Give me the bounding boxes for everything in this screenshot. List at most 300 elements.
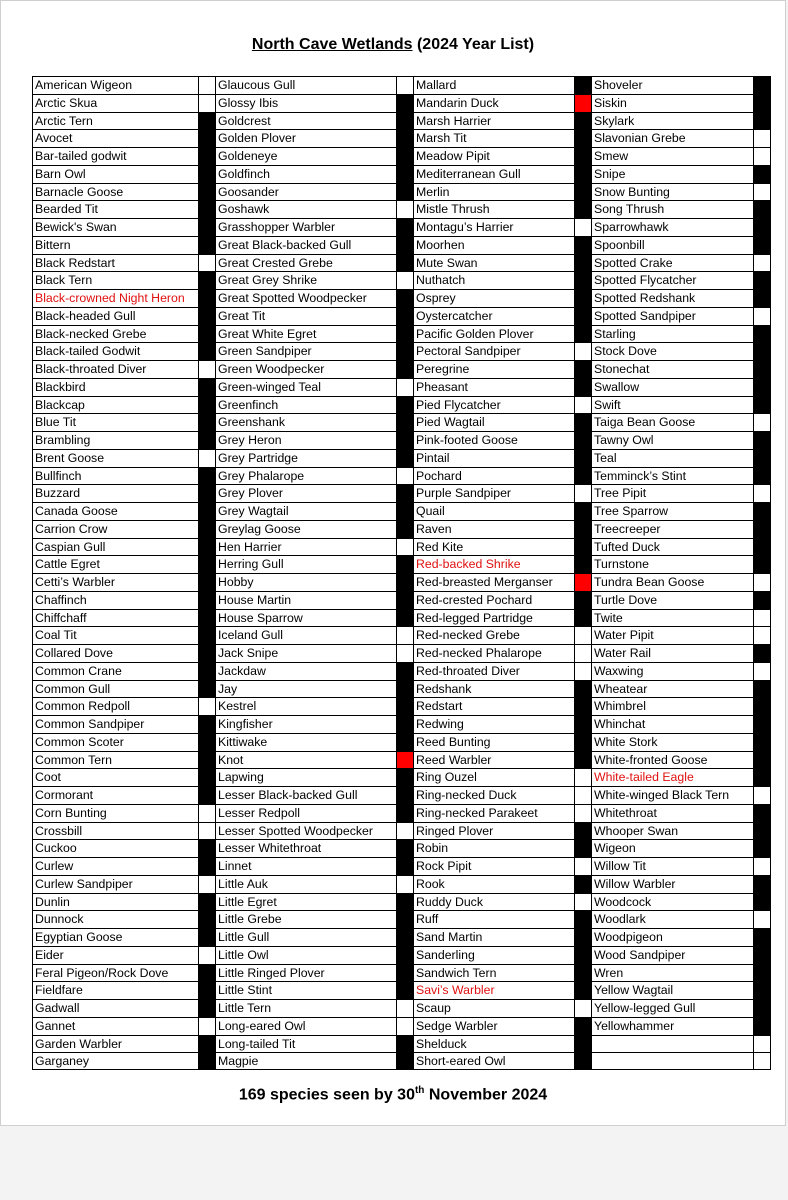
table-row xyxy=(216,413,413,431)
table-row xyxy=(216,644,413,662)
table-row xyxy=(592,538,770,556)
table-row xyxy=(33,254,215,272)
seen-marker xyxy=(753,592,770,609)
seen-marker xyxy=(574,184,591,201)
seen-marker xyxy=(574,1036,591,1053)
seen-marker xyxy=(198,645,215,662)
species-name: Lesser Redpoll xyxy=(218,805,301,820)
seen-marker xyxy=(574,290,591,307)
table-row xyxy=(33,875,215,893)
table-row xyxy=(414,910,591,928)
species-name: Tufted Duck xyxy=(594,539,660,554)
table-row xyxy=(414,786,591,804)
table-row xyxy=(33,183,215,201)
species-count-footer xyxy=(1,1085,785,1104)
empty-marker xyxy=(574,894,591,911)
table-row xyxy=(592,502,770,520)
species-name: Great Spotted Woodpecker xyxy=(218,291,367,305)
empty-marker xyxy=(574,858,591,875)
seen-marker xyxy=(753,698,770,715)
table-row xyxy=(216,76,413,94)
table-row xyxy=(33,165,215,183)
seen-marker xyxy=(396,929,413,946)
species-name: Merlin xyxy=(416,184,450,199)
table-row xyxy=(33,857,215,875)
table-row xyxy=(33,325,215,343)
table-row xyxy=(592,1017,770,1035)
table-row xyxy=(414,981,591,999)
species-name: Snow Bunting xyxy=(594,184,670,199)
table-row xyxy=(216,857,413,875)
species-name: Pied Wagtail xyxy=(416,415,485,430)
species-name: Turtle Dove xyxy=(594,592,658,607)
species-name: Lapwing xyxy=(218,770,264,785)
species-name: Grasshopper Warbler xyxy=(218,220,336,234)
table-row xyxy=(414,520,591,538)
seen-marker xyxy=(198,752,215,769)
table-row xyxy=(216,112,413,130)
seen-marker xyxy=(574,911,591,928)
table-row xyxy=(33,1052,215,1070)
table-row xyxy=(216,236,413,254)
seen-marker xyxy=(574,148,591,165)
empty-marker xyxy=(753,663,770,680)
table-row xyxy=(414,289,591,307)
seen-marker xyxy=(198,343,215,360)
table-row xyxy=(33,467,215,485)
empty-marker xyxy=(198,876,215,893)
species-name: Great White Egret xyxy=(218,326,317,341)
species-name: Reed Bunting xyxy=(416,734,491,749)
seen-marker xyxy=(396,787,413,804)
table-row xyxy=(414,502,591,520)
empty-marker xyxy=(198,361,215,378)
species-name: Red Kite xyxy=(416,539,464,554)
table-row xyxy=(414,768,591,786)
table-row xyxy=(216,289,413,307)
table-row xyxy=(216,129,413,147)
seen-marker xyxy=(574,1018,591,1035)
species-name: Taiga Bean Goose xyxy=(594,415,696,430)
species-name: Ruff xyxy=(416,912,439,927)
empty-marker xyxy=(753,414,770,431)
table-row xyxy=(216,662,413,680)
empty-marker xyxy=(574,769,591,786)
species-name: Grey Heron xyxy=(218,433,282,447)
table-row xyxy=(414,626,591,644)
species-name: Garden Warbler xyxy=(35,1036,123,1051)
species-name: Caspian Gull xyxy=(35,539,106,554)
table-row xyxy=(33,200,215,218)
table-row xyxy=(592,946,770,964)
species-name: Mistle Thrush xyxy=(416,202,490,217)
species-name: Common Tern xyxy=(35,752,112,767)
species-name: House Sparrow xyxy=(218,610,303,625)
table-row xyxy=(414,360,591,378)
seen-marker xyxy=(396,397,413,414)
table-row xyxy=(592,129,770,147)
species-name: Moorhen xyxy=(416,237,465,252)
table-row xyxy=(414,680,591,698)
seen-marker xyxy=(396,716,413,733)
seen-marker xyxy=(753,503,770,520)
table-row xyxy=(33,555,215,573)
seen-marker xyxy=(396,219,413,236)
seen-marker xyxy=(574,752,591,769)
seen-marker xyxy=(396,326,413,343)
table-row xyxy=(592,751,770,769)
seen-marker xyxy=(574,521,591,538)
empty-marker xyxy=(574,645,591,662)
empty-marker xyxy=(396,645,413,662)
species-name: Ringed Plover xyxy=(416,823,494,838)
table-row xyxy=(216,591,413,609)
table-row xyxy=(414,928,591,946)
table-row xyxy=(33,928,215,946)
species-name: Common Sandpiper xyxy=(35,717,145,731)
table-row xyxy=(592,271,770,289)
table-row xyxy=(592,396,770,414)
table-row xyxy=(216,999,413,1017)
species-name: Goldeneye xyxy=(218,149,278,163)
table-row xyxy=(592,555,770,573)
empty-marker xyxy=(396,876,413,893)
table-row xyxy=(592,254,770,272)
seen-marker xyxy=(198,201,215,218)
species-name: Starling xyxy=(594,326,636,341)
seen-marker xyxy=(753,716,770,733)
seen-marker xyxy=(574,468,591,485)
table-row xyxy=(33,289,215,307)
table-row xyxy=(414,165,591,183)
table-row xyxy=(216,981,413,999)
seen-marker xyxy=(198,734,215,751)
species-name: Wood Sandpiper xyxy=(594,947,686,962)
empty-marker xyxy=(753,1053,770,1069)
table-row xyxy=(592,804,770,822)
table-row xyxy=(216,431,413,449)
species-name: Short-eared Owl xyxy=(416,1054,506,1069)
species-name: Coal Tit xyxy=(35,628,77,643)
seen-marker xyxy=(198,379,215,396)
species-name: Tree Pipit xyxy=(594,486,647,501)
table-row xyxy=(414,396,591,414)
seen-marker xyxy=(574,823,591,840)
species-name: Osprey xyxy=(416,291,456,305)
seen-marker xyxy=(753,272,770,289)
table-row xyxy=(216,715,413,733)
seen-marker xyxy=(574,876,591,893)
table-row xyxy=(216,928,413,946)
table-row xyxy=(33,573,215,591)
seen-marker xyxy=(574,592,591,609)
table-row xyxy=(216,751,413,769)
table-row xyxy=(592,520,770,538)
table-row xyxy=(216,768,413,786)
species-name: Woodpigeon xyxy=(594,930,663,944)
species-name: Yellowhammer xyxy=(594,1018,675,1033)
empty-marker xyxy=(396,272,413,289)
species-table xyxy=(32,76,771,1070)
table-row xyxy=(592,449,770,467)
seen-marker xyxy=(753,166,770,183)
species-name: Hen Harrier xyxy=(218,539,282,554)
species-name: Ring-necked Parakeet xyxy=(416,805,538,820)
species-name: Temminck’s Stint xyxy=(594,468,687,483)
table-row xyxy=(33,964,215,982)
species-name: Glaucous Gull xyxy=(218,78,296,92)
species-name: Bar-tailed godwit xyxy=(35,149,127,163)
table-row xyxy=(216,396,413,414)
species-name: Green Sandpiper xyxy=(218,344,312,359)
table-row xyxy=(216,733,413,751)
table-row xyxy=(33,94,215,112)
species-name: Grey Phalarope xyxy=(218,468,305,483)
table-row xyxy=(592,715,770,733)
table-row xyxy=(414,484,591,502)
empty-marker xyxy=(198,255,215,272)
empty-marker xyxy=(198,95,215,112)
seen-marker xyxy=(396,769,413,786)
seen-marker xyxy=(198,982,215,999)
seen-marker xyxy=(753,219,770,236)
empty-marker xyxy=(396,627,413,644)
seen-marker xyxy=(574,556,591,573)
seen-marker xyxy=(574,308,591,325)
empty-marker xyxy=(396,1018,413,1035)
species-name: Dunnock xyxy=(35,912,84,927)
species-name: Garganey xyxy=(35,1054,90,1069)
table-row xyxy=(592,1035,770,1052)
seen-marker xyxy=(198,610,215,627)
table-row xyxy=(216,697,413,715)
table-row xyxy=(592,928,770,946)
title-main: North Cave Wetlands xyxy=(251,36,413,53)
seen-marker xyxy=(198,130,215,147)
table-row xyxy=(33,271,215,289)
empty-marker xyxy=(198,947,215,964)
table-row xyxy=(414,999,591,1017)
empty-marker xyxy=(753,787,770,804)
table-row xyxy=(216,964,413,982)
species-name: Swallow xyxy=(594,379,640,394)
table-row xyxy=(414,236,591,254)
seen-marker xyxy=(198,894,215,911)
species-name: Grey Plover xyxy=(218,486,283,501)
empty-marker xyxy=(753,911,770,928)
species-name: Mediterranean Gull xyxy=(416,166,521,181)
species-name: Shelduck xyxy=(416,1036,467,1051)
seen-marker xyxy=(198,272,215,289)
species-name: Red-legged Partridge xyxy=(416,610,533,625)
table-row xyxy=(592,697,770,715)
species-name: Jay xyxy=(218,681,238,696)
empty-marker xyxy=(574,397,591,414)
empty-marker xyxy=(198,1018,215,1035)
seen-marker xyxy=(574,414,591,431)
seen-marker xyxy=(198,166,215,183)
seen-marker xyxy=(753,556,770,573)
seen-marker xyxy=(574,450,591,467)
species-name: Red-breasted Merganser xyxy=(416,575,553,589)
table-row xyxy=(33,910,215,928)
species-name: Long-tailed Tit xyxy=(218,1036,296,1051)
table-row xyxy=(33,999,215,1017)
species-name: Wren xyxy=(594,965,624,980)
table-row xyxy=(414,147,591,165)
seen-marker xyxy=(396,130,413,147)
seen-marker xyxy=(396,166,413,183)
species-name: Robin xyxy=(416,841,449,856)
species-name: Purple Sandpiper xyxy=(416,486,512,501)
species-name: Pacific Golden Plover xyxy=(416,326,534,341)
species-name: Meadow Pipit xyxy=(416,149,490,163)
table-row xyxy=(216,165,413,183)
seen-marker xyxy=(396,894,413,911)
species-name: Ruddy Duck xyxy=(416,894,483,909)
seen-marker xyxy=(396,414,413,431)
species-name: Little Egret xyxy=(218,894,277,909)
seen-marker xyxy=(198,237,215,254)
species-name: Common Crane xyxy=(35,663,122,678)
table-row xyxy=(592,786,770,804)
species-name: Black Tern xyxy=(35,273,93,288)
species-column-3 xyxy=(413,76,591,1070)
seen-marker xyxy=(574,237,591,254)
species-name: Kingfisher xyxy=(218,717,273,731)
species-name: Long-eared Owl xyxy=(218,1018,306,1033)
species-name: Pied Flycatcher xyxy=(416,397,501,412)
table-row xyxy=(33,591,215,609)
species-name: Corn Bunting xyxy=(35,805,107,820)
seen-marker xyxy=(753,1000,770,1017)
seen-marker xyxy=(396,255,413,272)
seen-marker xyxy=(753,397,770,414)
seen-marker xyxy=(574,503,591,520)
seen-marker xyxy=(198,290,215,307)
species-name: Greenshank xyxy=(218,415,285,430)
seen-marker xyxy=(574,166,591,183)
table-row xyxy=(216,893,413,911)
species-name: Goosander xyxy=(218,184,279,199)
empty-marker xyxy=(753,148,770,165)
table-row xyxy=(414,591,591,609)
seen-marker xyxy=(396,574,413,591)
seen-marker xyxy=(198,1000,215,1017)
seen-marker xyxy=(396,805,413,822)
species-name: Black-necked Grebe xyxy=(35,326,147,341)
species-name: Stock Dove xyxy=(594,344,657,359)
species-name: Gadwall xyxy=(35,1001,80,1015)
seen-marker xyxy=(753,982,770,999)
seen-marker xyxy=(574,840,591,857)
seen-marker xyxy=(396,982,413,999)
seen-marker xyxy=(574,113,591,130)
seen-marker xyxy=(198,397,215,414)
species-name: White-tailed Eagle xyxy=(594,770,694,785)
species-name: Little Ringed Plover xyxy=(218,965,325,980)
table-row xyxy=(33,76,215,94)
table-row xyxy=(592,591,770,609)
species-name: Yellow-legged Gull xyxy=(594,1001,696,1015)
table-row xyxy=(216,254,413,272)
table-row xyxy=(33,626,215,644)
table-row xyxy=(592,378,770,396)
table-row xyxy=(33,378,215,396)
footer-sup: th xyxy=(414,1085,425,1096)
species-name: Rock Pipit xyxy=(416,859,472,873)
seen-marker xyxy=(198,414,215,431)
table-row xyxy=(414,839,591,857)
species-name: Whooper Swan xyxy=(594,823,679,838)
species-name: Little Tern xyxy=(218,1001,272,1015)
species-name: Lesser Spotted Woodpecker xyxy=(218,823,373,838)
species-name: Kestrel xyxy=(218,699,257,714)
table-row xyxy=(592,342,770,360)
table-row xyxy=(216,378,413,396)
table-row xyxy=(592,839,770,857)
species-name: Knot xyxy=(218,752,244,767)
table-row xyxy=(592,147,770,165)
table-row xyxy=(592,857,770,875)
species-name: Little Auk xyxy=(218,876,268,891)
seen-marker xyxy=(574,929,591,946)
species-name: Mute Swan xyxy=(416,255,478,270)
seen-marker xyxy=(198,1053,215,1070)
seen-marker xyxy=(396,450,413,467)
table-row xyxy=(33,236,215,254)
species-name: Raven xyxy=(416,521,452,536)
footer-post: November 2024 xyxy=(424,1086,548,1104)
empty-marker xyxy=(753,1036,770,1052)
species-name: Hobby xyxy=(218,575,254,589)
table-row xyxy=(33,360,215,378)
species-name: Kittiwake xyxy=(218,734,268,749)
species-name: Spotted Sandpiper xyxy=(594,308,696,323)
table-row xyxy=(414,112,591,130)
table-row xyxy=(414,183,591,201)
species-name: Quail xyxy=(416,504,445,518)
species-name: Stonechat xyxy=(594,362,650,376)
table-row xyxy=(216,946,413,964)
seen-marker xyxy=(396,361,413,378)
species-name: Cetti’s Warbler xyxy=(35,575,115,589)
species-name: Oystercatcher xyxy=(416,308,493,323)
empty-marker xyxy=(753,485,770,502)
seen-marker xyxy=(574,326,591,343)
table-row xyxy=(33,804,215,822)
table-row xyxy=(216,271,413,289)
species-name: Water Rail xyxy=(594,646,651,660)
species-name: Coot xyxy=(35,770,61,785)
seen-marker xyxy=(396,681,413,698)
species-name: Crossbill xyxy=(35,823,83,838)
species-name: Lesser Whitethroat xyxy=(218,841,322,856)
species-name: Goldcrest xyxy=(218,113,271,128)
species-name: Green Woodpecker xyxy=(218,362,325,376)
table-row xyxy=(33,1035,215,1053)
species-name: Bearded Tit xyxy=(35,202,98,217)
species-name: Bittern xyxy=(35,237,71,252)
seen-marker xyxy=(574,130,591,147)
seen-marker xyxy=(753,876,770,893)
table-row xyxy=(414,431,591,449)
table-row xyxy=(414,893,591,911)
table-row xyxy=(216,1052,413,1070)
seen-marker xyxy=(574,255,591,272)
species-name: Slavonian Grebe xyxy=(594,131,686,146)
highlight-marker xyxy=(396,752,413,769)
